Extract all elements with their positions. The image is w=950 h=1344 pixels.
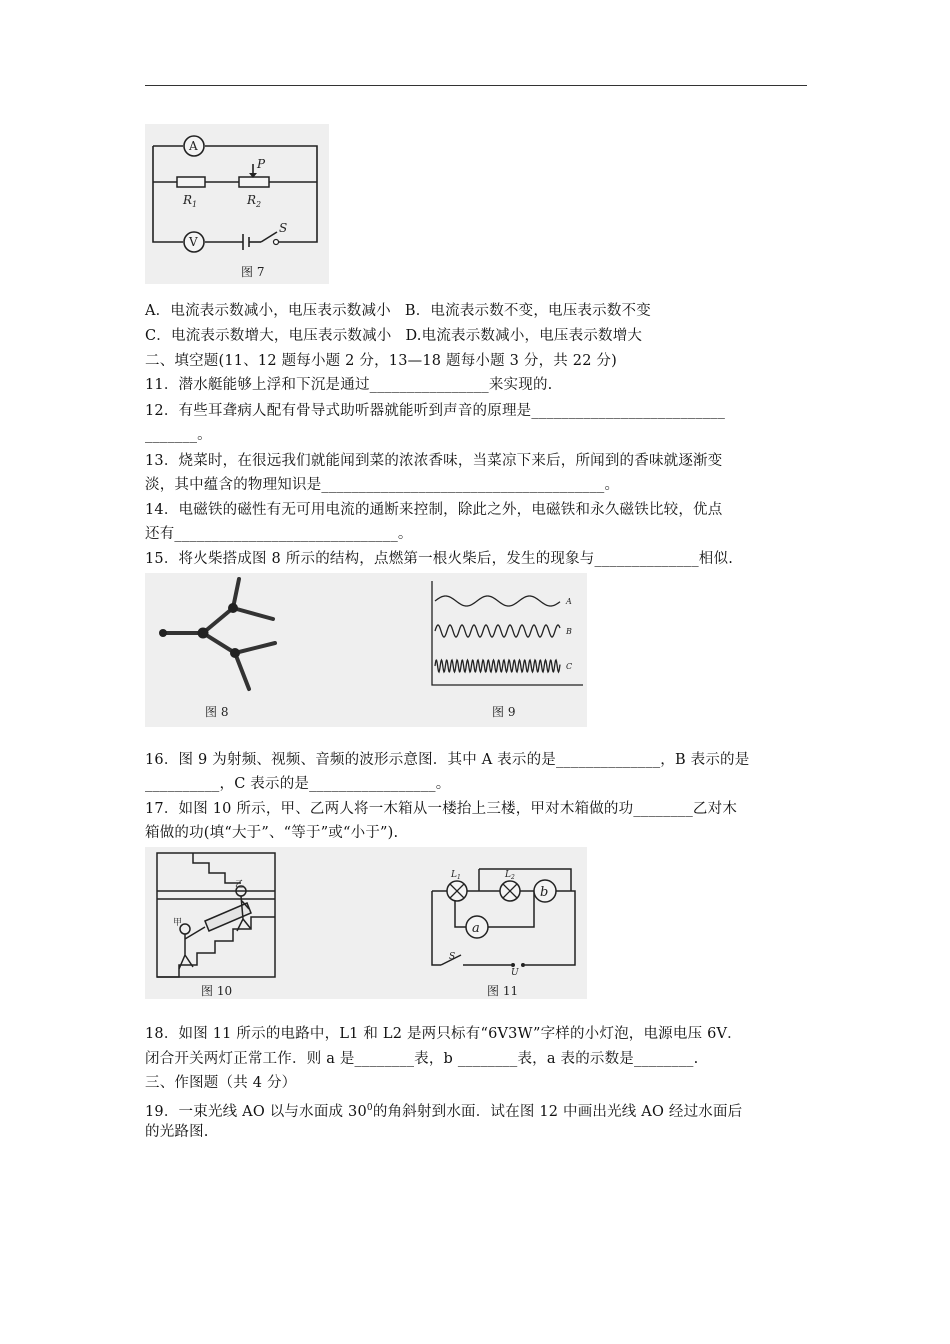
question-15: 15．将火柴搭成图 8 所示的结构，点燃第一根火柴后，发生的现象与______________相似. [145,551,734,567]
ammeter-label: A [189,139,198,153]
figure-10-caption: 图 10 [201,984,233,998]
waveform-c-label: C [566,662,573,671]
question-18-line-1: 18．如图 11 所示的电路中，L1 和 L2 是两只标有“6V3W”字样的小灯泡，电源电压 6V． [145,1026,742,1042]
figure-7-caption: 图 7 [241,265,265,279]
section-2-heading: 二、填空题(11、12 题每小题 2 分，13—18 题每小题 3 分，共 22 分) [145,353,617,369]
question-16-line-1: 16．图 9 为射频、视频、音频的波形示意图．其中 A 表示的是______________，B 表示的是 [145,752,750,768]
figure-8-matchsticks [163,579,275,689]
resistor-r1-icon [177,177,205,187]
question-17-line-2: 箱做的功(填“大于”、“等于”或“小于”). [145,825,399,841]
figure-8-9-panel [145,573,587,727]
figure-7-circuit [145,124,329,284]
r2-label: $R_2$ [247,193,262,209]
question-19-text-a: 19．一束光线 AO 以与水面成 30 [145,1103,367,1120]
question-13-line-1: 13．烧菜时，在很远我们就能闻到菜的浓浓香味，当菜凉下来后，所闻到的香味就逐渐变 [145,453,723,469]
section-3-heading: 三、作图题（共 4 分） [145,1075,297,1091]
question-12-line-1: 12．有些耳聋病人配有骨导式助听器就能听到声音的原理是__________________________ [145,403,726,419]
option-row-1 [145,301,810,321]
option-a: A．电流表示数减小，电压表示数减小 [145,303,391,319]
resistor-r2-icon [239,177,269,187]
lamp-l2-label: $L_2$ [505,870,515,881]
meter-a-label: a [472,921,480,936]
question-13-line-2: 淡，其中蕴含的物理知识是______________________________________。 [145,477,620,493]
figure-9-caption: 图 9 [492,705,516,719]
figure-8-caption: 图 8 [205,705,229,719]
question-17-line-1: 17．如图 10 所示，甲、乙两人将一木箱从一楼抬上三楼，甲对木箱做的功________乙对木 [145,801,738,817]
question-19-text-b: 的角斜射到水面．试在图 12 中画出光线 AO 经过水面后 [372,1103,743,1120]
person-yi-label: 乙 [235,880,245,890]
lamp-l2-icon [500,881,520,901]
voltage-u-label: U [511,968,519,978]
switch-s-label: S [279,221,288,235]
header-rule [145,85,807,86]
option-row-2 [145,326,810,346]
question-19-line-1 [145,1098,810,1122]
question-12-line-2: _______。 [145,427,212,443]
meter-b-label: b [540,885,549,900]
figure-10-11-panel [145,847,587,999]
waveform-b [435,625,560,637]
option-d: D.电流表示数减小，电压表示数增大 [405,328,643,344]
waveform-a-label: A [566,597,572,606]
r1-label: $R_1$ [183,193,198,209]
waveform-c [435,660,560,672]
degree-superscript: 0 [366,1103,373,1113]
question-19-line-2: 的光路图. [145,1124,209,1140]
figure-11-caption: 图 11 [487,984,519,998]
option-b: B．电流表示数不变，电压表示数不变 [404,303,651,319]
lamp-l1-icon [447,881,467,901]
slider-p-label: P [257,157,266,171]
person-jia-label: 甲 [173,918,183,928]
question-14-line-2: 还有______________________________。 [145,526,413,542]
switch-s-label-11: S [449,952,456,962]
question-11: 11．潜水艇能够上浮和下沉是通过________________来实现的. [145,377,553,393]
voltmeter-label: V [189,235,198,249]
question-18-line-2: 闭合开关两灯正常工作．则 a 是________表，b ________表，a 表的示数是________. [145,1051,699,1067]
figure-9-waveforms [432,581,583,685]
figure-10-stairs [157,853,275,977]
question-14-line-1: 14．电磁铁的磁性有无可用电流的通断来控制，除此之外，电磁铁和永久磁铁比较，优点 [145,502,723,518]
waveform-b-label: B [566,627,572,636]
question-16-line-2: __________，C 表示的是_________________。 [145,776,451,792]
lamp-l1-label: $L_1$ [451,870,461,881]
waveform-a [435,596,560,606]
option-c: C．电流表示数增大，电压表示数减小 [145,328,392,344]
